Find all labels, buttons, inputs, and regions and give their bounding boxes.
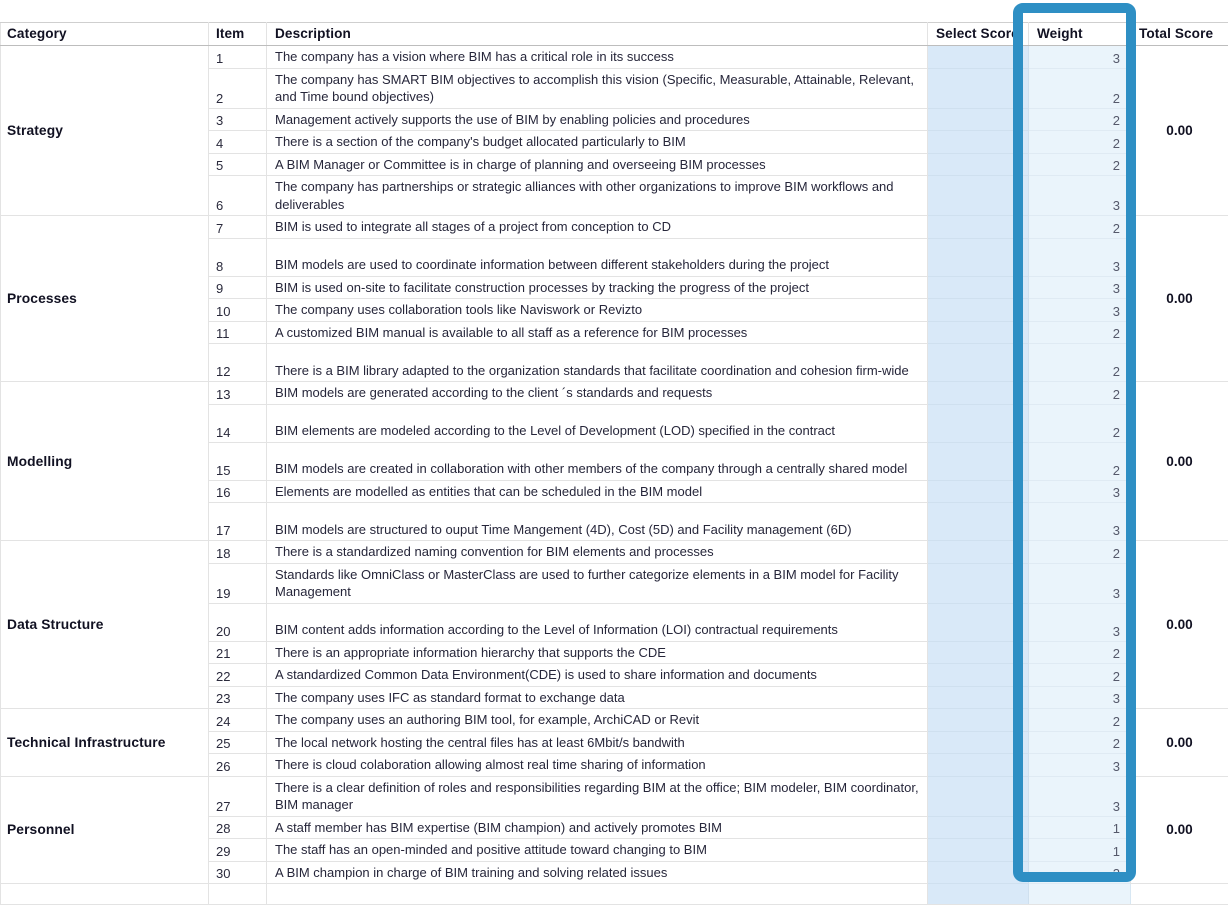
- total-score-cell[interactable]: 0.00: [1131, 776, 1228, 884]
- item-number-cell[interactable]: 8: [209, 238, 267, 276]
- column-header-total-score[interactable]: Total Score: [1131, 23, 1228, 46]
- empty-cell[interactable]: [209, 884, 267, 905]
- description-cell[interactable]: BIM is used to integrate all stages of a project from conception to CD: [267, 216, 928, 239]
- description-cell[interactable]: BIM content adds information according to the Level of Information (LOI) contractual requirements: [267, 603, 928, 641]
- description-cell[interactable]: BIM is used on-site to facilitate construction processes by tracking the progress of the project: [267, 276, 928, 299]
- weight-cell[interactable]: 3: [1029, 276, 1131, 299]
- weight-cell[interactable]: 3: [1029, 46, 1131, 69]
- column-header-select-score[interactable]: Select Score: [928, 23, 1029, 46]
- category-cell[interactable]: Technical Infrastructure: [1, 709, 209, 777]
- item-number-cell[interactable]: 22: [209, 664, 267, 687]
- item-number-cell[interactable]: 17: [209, 503, 267, 541]
- category-cell[interactable]: Modelling: [1, 382, 209, 541]
- description-cell[interactable]: Elements are modelled as entities that can be scheduled in the BIM model: [267, 480, 928, 503]
- weight-cell[interactable]: 3: [1029, 480, 1131, 503]
- select-score-cell[interactable]: [928, 816, 1029, 839]
- weight-cell[interactable]: 1: [1029, 839, 1131, 862]
- item-number-cell[interactable]: 11: [209, 321, 267, 344]
- item-number-cell[interactable]: 6: [209, 176, 267, 216]
- description-cell[interactable]: There is an appropriate information hierarchy that supports the CDE: [267, 641, 928, 664]
- description-cell[interactable]: BIM models are created in collaboration with other members of the company through a centrally shared model: [267, 442, 928, 480]
- select-score-cell[interactable]: [928, 709, 1029, 732]
- item-number-cell[interactable]: 19: [209, 563, 267, 603]
- description-cell[interactable]: The company has partnerships or strategic alliances with other organizations to improve BIM workflows and deliverables: [267, 176, 928, 216]
- item-number-cell[interactable]: 3: [209, 108, 267, 131]
- item-number-cell[interactable]: 30: [209, 861, 267, 884]
- weight-cell[interactable]: 3: [1029, 299, 1131, 322]
- select-score-cell[interactable]: [928, 276, 1029, 299]
- weight-cell[interactable]: 3: [1029, 776, 1131, 816]
- total-score-cell[interactable]: 0.00: [1131, 709, 1228, 777]
- select-score-cell[interactable]: [928, 344, 1029, 382]
- weight-cell[interactable]: 3: [1029, 238, 1131, 276]
- item-number-cell[interactable]: 20: [209, 603, 267, 641]
- description-cell[interactable]: The company has SMART BIM objectives to accomplish this vision (Specific, Measurable, Attainable, Relevant, and Time bound objectives): [267, 68, 928, 108]
- select-score-cell[interactable]: [928, 176, 1029, 216]
- select-score-cell[interactable]: [928, 131, 1029, 154]
- item-number-cell[interactable]: 7: [209, 216, 267, 239]
- table-row: [1, 541, 1228, 564]
- select-score-cell[interactable]: [928, 216, 1029, 239]
- item-number-cell[interactable]: 1: [209, 46, 267, 69]
- item-number-cell[interactable]: 10: [209, 299, 267, 322]
- description-cell[interactable]: There is cloud colaboration allowing almost real time sharing of information: [267, 754, 928, 777]
- weight-cell[interactable]: 2: [1029, 382, 1131, 405]
- description-cell[interactable]: BIM models are structured to ouput Time Mangement (4D), Cost (5D) and Facility management (6D): [267, 503, 928, 541]
- item-number-cell[interactable]: 18: [209, 541, 267, 564]
- item-number-cell[interactable]: 4: [209, 131, 267, 154]
- table-row: [1, 709, 1228, 732]
- select-score-cell[interactable]: [928, 839, 1029, 862]
- weight-cell[interactable]: 2: [1029, 709, 1131, 732]
- item-number-cell[interactable]: 9: [209, 276, 267, 299]
- weight-cell[interactable]: 2: [1029, 153, 1131, 176]
- column-header-category[interactable]: Category: [1, 23, 209, 46]
- description-cell[interactable]: The company uses collaboration tools like Naviswork or Revizto: [267, 299, 928, 322]
- select-score-cell[interactable]: [928, 503, 1029, 541]
- item-number-cell[interactable]: 16: [209, 480, 267, 503]
- description-cell[interactable]: BIM models are generated according to the client ´s standards and requests: [267, 382, 928, 405]
- total-score-cell[interactable]: 0.00: [1131, 216, 1228, 382]
- weight-cell[interactable]: 3: [1029, 563, 1131, 603]
- empty-cell[interactable]: [1029, 884, 1131, 905]
- total-score-cell[interactable]: 0.00: [1131, 382, 1228, 541]
- item-number-cell[interactable]: 23: [209, 686, 267, 709]
- description-cell[interactable]: A BIM champion in charge of BIM training and solving related issues: [267, 861, 928, 884]
- weight-cell[interactable]: 2: [1029, 731, 1131, 754]
- description-cell[interactable]: A customized BIM manual is available to all staff as a reference for BIM processes: [267, 321, 928, 344]
- weight-cell[interactable]: 2: [1029, 541, 1131, 564]
- weight-cell[interactable]: 2: [1029, 442, 1131, 480]
- empty-cell[interactable]: [1, 884, 209, 905]
- table-row: [1, 382, 1228, 405]
- category-cell[interactable]: Personnel: [1, 776, 209, 884]
- item-number-cell[interactable]: 15: [209, 442, 267, 480]
- description-cell[interactable]: The local network hosting the central files has at least 6Mbit/s bandwith: [267, 731, 928, 754]
- column-header-weight[interactable]: Weight: [1029, 23, 1131, 46]
- description-cell[interactable]: BIM models are used to coordinate information between different stakeholders during the project: [267, 238, 928, 276]
- description-cell[interactable]: Standards like OmniClass or MasterClass are used to further categorize elements in a BIM model for Facility Management: [267, 563, 928, 603]
- item-number-cell[interactable]: 14: [209, 404, 267, 442]
- weight-cell[interactable]: 2: [1029, 861, 1131, 884]
- select-score-cell[interactable]: [928, 442, 1029, 480]
- column-header-description[interactable]: Description: [267, 23, 928, 46]
- select-score-cell[interactable]: [928, 299, 1029, 322]
- select-score-cell[interactable]: [928, 641, 1029, 664]
- description-cell[interactable]: The staff has an open-minded and positive attitude toward changing to BIM: [267, 839, 928, 862]
- select-score-cell[interactable]: [928, 541, 1029, 564]
- description-cell[interactable]: BIM elements are modeled according to the Level of Development (LOD) specified in the contract: [267, 404, 928, 442]
- weight-cell[interactable]: 2: [1029, 344, 1131, 382]
- category-cell[interactable]: Data Structure: [1, 541, 209, 709]
- total-score-cell[interactable]: 0.00: [1131, 541, 1228, 709]
- select-score-cell[interactable]: [928, 404, 1029, 442]
- select-score-cell[interactable]: [928, 480, 1029, 503]
- weight-cell[interactable]: 3: [1029, 176, 1131, 216]
- weight-cell[interactable]: 2: [1029, 68, 1131, 108]
- select-score-cell[interactable]: [928, 238, 1029, 276]
- weight-cell[interactable]: 1: [1029, 816, 1131, 839]
- select-score-cell[interactable]: [928, 731, 1029, 754]
- select-score-cell[interactable]: [928, 603, 1029, 641]
- weight-cell[interactable]: 3: [1029, 503, 1131, 541]
- description-cell[interactable]: The company uses an authoring BIM tool, for example, ArchiCAD or Revit: [267, 709, 928, 732]
- empty-cell[interactable]: [928, 884, 1029, 905]
- table-body: [1, 46, 1228, 905]
- weight-cell[interactable]: 2: [1029, 664, 1131, 687]
- description-cell[interactable]: Management actively supports the use of BIM by enabling policies and procedures: [267, 108, 928, 131]
- select-score-cell[interactable]: [928, 153, 1029, 176]
- description-cell[interactable]: A BIM Manager or Committee is in charge of planning and overseeing BIM processes: [267, 153, 928, 176]
- select-score-cell[interactable]: [928, 686, 1029, 709]
- item-number-cell[interactable]: 28: [209, 816, 267, 839]
- description-cell[interactable]: The company has a vision where BIM has a critical role in its success: [267, 46, 928, 69]
- description-cell[interactable]: There is a BIM library adapted to the organization standards that facilitate coordination and cohesion firm-wide: [267, 344, 928, 382]
- item-number-cell[interactable]: 21: [209, 641, 267, 664]
- description-cell[interactable]: There is a standardized naming convention for BIM elements and processes: [267, 541, 928, 564]
- item-number-cell[interactable]: 2: [209, 68, 267, 108]
- description-cell[interactable]: A staff member has BIM expertise (BIM champion) and actively promotes BIM: [267, 816, 928, 839]
- select-score-cell[interactable]: [928, 861, 1029, 884]
- weight-cell[interactable]: 2: [1029, 108, 1131, 131]
- select-score-cell[interactable]: [928, 46, 1029, 69]
- select-score-cell[interactable]: [928, 382, 1029, 405]
- weight-cell[interactable]: 3: [1029, 686, 1131, 709]
- weight-cell[interactable]: 2: [1029, 321, 1131, 344]
- table-row: [1, 216, 1228, 239]
- table-header-row: [1, 23, 1228, 46]
- total-score-cell[interactable]: 0.00: [1131, 46, 1228, 216]
- table-row: [1, 776, 1228, 816]
- empty-cell[interactable]: [267, 884, 928, 905]
- item-number-cell[interactable]: 29: [209, 839, 267, 862]
- category-cell[interactable]: Processes: [1, 216, 209, 382]
- select-score-cell[interactable]: [928, 68, 1029, 108]
- select-score-cell[interactable]: [928, 754, 1029, 777]
- select-score-cell[interactable]: [928, 776, 1029, 816]
- item-number-cell[interactable]: 12: [209, 344, 267, 382]
- item-number-cell[interactable]: 25: [209, 731, 267, 754]
- select-score-cell[interactable]: [928, 664, 1029, 687]
- weight-cell[interactable]: 2: [1029, 216, 1131, 239]
- table-row: [1, 46, 1228, 69]
- description-cell[interactable]: The company uses IFC as standard format to exchange data: [267, 686, 928, 709]
- item-number-cell[interactable]: 27: [209, 776, 267, 816]
- description-cell[interactable]: A standardized Common Data Environment(CDE) is used to share information and documents: [267, 664, 928, 687]
- empty-trailing-row: [1, 884, 1228, 905]
- empty-cell[interactable]: [1131, 884, 1228, 905]
- spreadsheet-sheet: [0, 22, 1228, 905]
- description-cell[interactable]: There is a section of the company's budget allocated particularly to BIM: [267, 131, 928, 154]
- description-cell[interactable]: There is a clear definition of roles and responsibilities regarding BIM at the office; BIM modeler, BIM coordinator, BIM manager: [267, 776, 928, 816]
- bim-assessment-table: [0, 22, 1228, 905]
- item-number-cell[interactable]: 5: [209, 153, 267, 176]
- weight-cell[interactable]: 3: [1029, 603, 1131, 641]
- select-score-cell[interactable]: [928, 108, 1029, 131]
- column-header-item[interactable]: Item: [209, 23, 267, 46]
- weight-cell[interactable]: 2: [1029, 641, 1131, 664]
- select-score-cell[interactable]: [928, 563, 1029, 603]
- item-number-cell[interactable]: 24: [209, 709, 267, 732]
- weight-cell[interactable]: 2: [1029, 404, 1131, 442]
- select-score-cell[interactable]: [928, 321, 1029, 344]
- category-cell[interactable]: Strategy: [1, 46, 209, 216]
- weight-cell[interactable]: 2: [1029, 131, 1131, 154]
- item-number-cell[interactable]: 26: [209, 754, 267, 777]
- weight-cell[interactable]: 3: [1029, 754, 1131, 777]
- item-number-cell[interactable]: 13: [209, 382, 267, 405]
